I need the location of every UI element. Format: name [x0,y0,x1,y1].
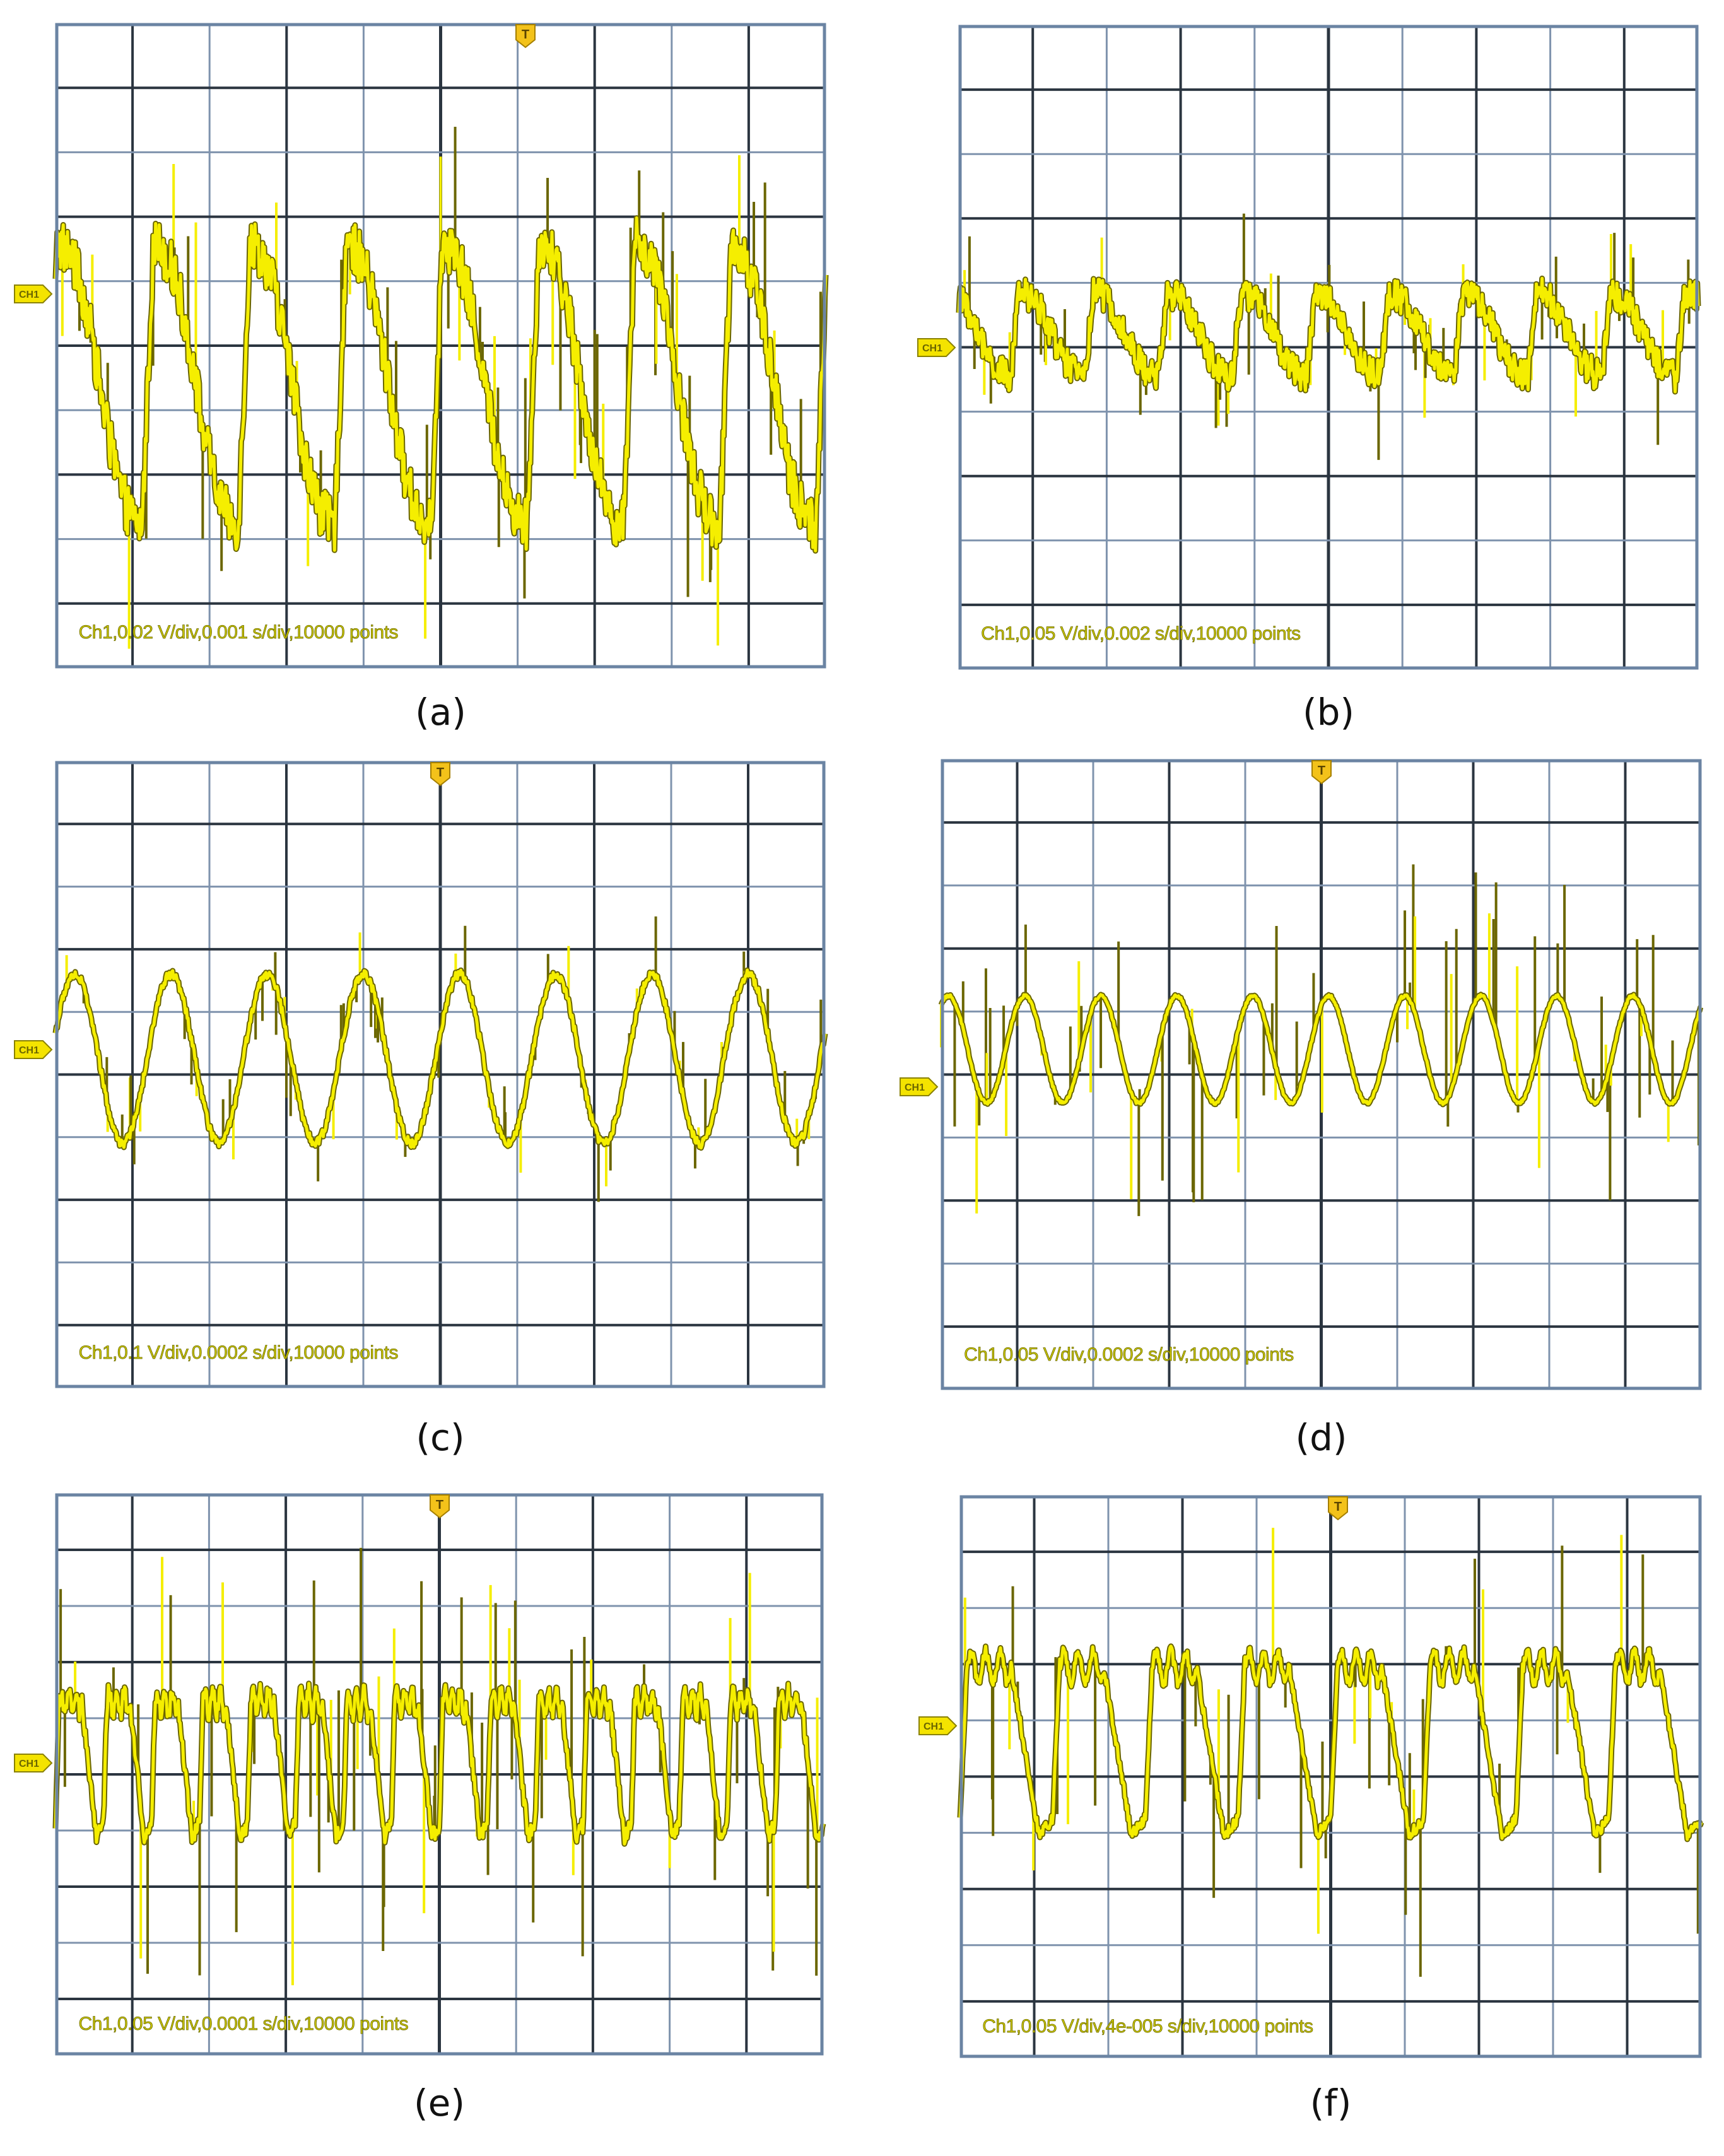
channel-marker-icon[interactable] [14,1754,53,1772]
panel-caption-d: (d) [1295,1416,1347,1459]
scope-settings-label: Ch1,0.05 V/div,0.002 s/div,10000 points [981,623,1301,644]
scope-screen [960,1496,1701,2058]
panel-caption-a: (a) [415,691,466,734]
scope-settings-label: Ch1,0.05 V/div,0.0002 s/div,10000 points [964,1344,1294,1366]
panel-caption-e: (e) [414,2082,465,2124]
scope-settings-label: Ch1,0.1 V/div,0.0002 s/div,10000 points [78,1342,399,1364]
scope-panel-f [923,1496,1701,2058]
panel-caption-b: (b) [1302,691,1355,734]
svg-text:T: T [436,766,445,780]
scope-panel-a [18,23,826,668]
scope-screen [959,25,1698,669]
svg-text:CH1: CH1 [18,1759,40,1770]
channel-marker-icon[interactable] [14,1040,53,1059]
trigger-marker-icon[interactable] [429,1494,450,1519]
panel-caption-c: (c) [416,1416,465,1459]
trigger-marker-icon[interactable] [515,23,536,49]
scope-screen [56,761,825,1388]
trigger-marker-icon[interactable] [1327,1496,1349,1521]
channel-marker-icon[interactable] [917,338,956,357]
scope-settings-label: Ch1,0.05 V/div,0.0001 s/div,10000 points [78,2013,409,2035]
scope-panel-d [904,759,1701,1390]
scope-screen [56,23,826,668]
channel-marker-icon[interactable] [918,1716,958,1735]
svg-text:CH1: CH1 [18,290,40,301]
scope-panel-b [922,25,1698,669]
svg-text:CH1: CH1 [922,343,943,354]
svg-text:CH1: CH1 [904,1082,925,1094]
scope-settings-label: Ch1,0.05 V/div,4e-005 s/div,10000 points [982,2015,1313,2037]
svg-text:T: T [1317,764,1325,778]
scope-panel-c [18,761,825,1388]
scope-panel-e [18,1494,823,2055]
svg-text:T: T [1334,1500,1342,1514]
scope-settings-label: Ch1,0.02 V/div,0.001 s/div,10000 points [78,621,399,643]
scope-screen [56,1494,823,2055]
trigger-marker-icon[interactable] [430,761,451,787]
trigger-marker-icon[interactable] [1311,759,1332,785]
svg-text:CH1: CH1 [923,1721,944,1733]
channel-marker-icon[interactable] [14,284,53,303]
svg-text:T: T [521,28,529,42]
svg-text:T: T [435,1498,443,1512]
channel-marker-icon[interactable] [900,1077,939,1096]
svg-text:CH1: CH1 [18,1045,40,1056]
scope-screen [941,759,1701,1390]
panel-caption-f: (f) [1310,2082,1352,2124]
